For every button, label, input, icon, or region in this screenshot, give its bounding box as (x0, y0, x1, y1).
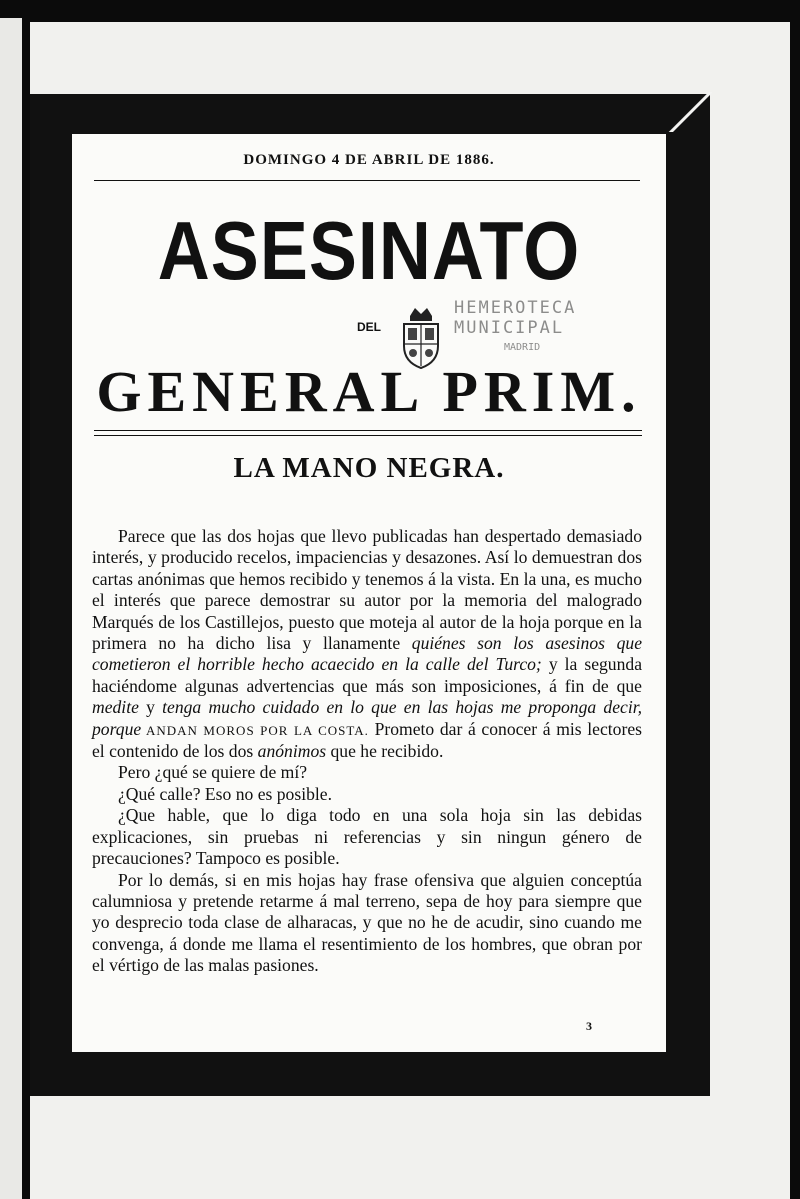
header-rule (94, 180, 640, 181)
stamp-line-3: MADRID (504, 342, 541, 353)
paragraph-3: ¿Qué calle? Eso no es posible. (118, 783, 332, 804)
stamp-line-2: MUNICIPAL (454, 318, 565, 338)
headline-subtitle: GENERAL PRIM. (96, 359, 642, 424)
headline-connector: DEL (357, 320, 381, 334)
article-heading: LA MANO NEGRA. (233, 452, 505, 484)
adjacent-page-edge (0, 18, 22, 1199)
paragraph-4: ¿Que hable, que lo diga todo en una sola hoja sin las debidas explicaciones, sin pruebas ni referencias y sin ningun género de precauciones? Tampoco es posible. (92, 805, 642, 869)
paragraph-2: Pero ¿qué se quiere de mí? (118, 762, 308, 783)
article-body (92, 526, 642, 977)
headline-double-rule (94, 430, 642, 436)
paragraph-1: Parece que las dos hojas que llevo publicadas han despertado demasiado interés, y producido recelos, impaciencias y desazones. Así lo demuestran dos cartas anónimas que hemos recibido y tenemos á la vista. En la una, es mucho el interés que parece demostrar su autor por la memoria del malogrado Marqués de los Castillejos, puesto que moteja al autor de la hoja porque en la primera no ha dicho lisa y llanamente quiénes son los asesinos que cometieron el horrible hecho acaecido en la calle del Turco; y la segunda haciéndome algunas advertencias que más son imposiciones, á fin de que medite y tenga mucho cuidado en lo que en las hojas me proponga decir, porque ANDAN MOROS POR LA COSTA. Prometo dar á conocer á mis lectores el contenido de los dos anónimos que he recibido. (92, 526, 643, 762)
headline-title: ASESINATO (157, 205, 581, 298)
library-stamp (454, 298, 604, 358)
border-corner-fold (668, 92, 712, 132)
dateline: DOMINGO 4 DE ABRIL DE 1886. (243, 152, 495, 168)
paragraph-5: Por lo demás, si en mis hojas hay frase ofensiva que alguien conceptúa calumniosa y pretende retarme á mal terreno, sepa de hoy para siempre que yo desprecio toda clase de alharacas, y que no he de acudir, sino cuando me convenga, á donde me llama el resentimiento de los hombres, que obran por el vértigo de las malas pasiones. (92, 869, 642, 976)
page-number: 3 (586, 1019, 592, 1033)
page-content (72, 134, 666, 1052)
stamp-line-1: HEMEROTECA (454, 298, 577, 318)
